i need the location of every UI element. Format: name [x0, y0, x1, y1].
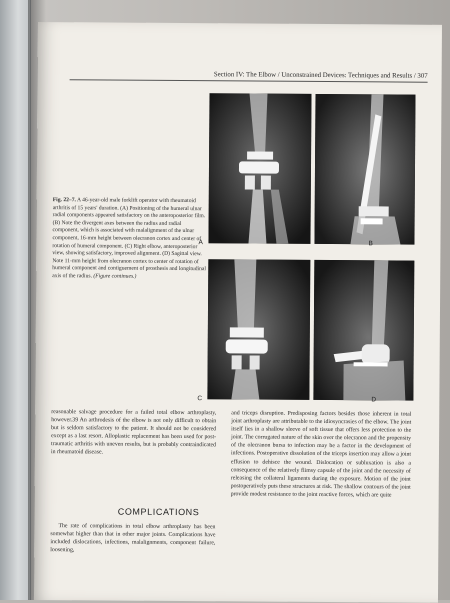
caption-text: A 46-year-old male forklift operator with rheumatoid arthritis of 15 years' duration. (A) Positioning of the humeral ulnar radial components appeared satisfactory on the anteroposterior film. (B) Note the divergent axes between the radius and radial component, which is associated with malalignment of the ulnar component, 16-mm height between olecranon cortex and center of rotation of humeral component. (C) Right elbow, anteroposterior view, showing satisfactory, improved alignment. (D) Sagittal view. Note 11-mm height from olecranon cortex to center of rotation of humeral component and contiguement of prosthesis and longitudinal axis of the radius. — [52, 197, 206, 280]
running-head: Section IV: The Elbow / Unconstrained Devices: Techniques and Results / 307 — [213, 71, 428, 80]
body-left-column-bottom — [50, 522, 215, 556]
section-heading: COMPLICATIONS — [117, 506, 200, 518]
xray-panel-a — [208, 93, 311, 244]
xray-d-image — [313, 260, 414, 404]
book-page — [34, 22, 442, 603]
xray-panel-d — [313, 260, 414, 404]
xray-c-image — [207, 259, 310, 400]
paragraph-salvage: reasonable salvage procedure for a failed total elbow arthroplasty, however.39 An arthrodesis of the elbow is not only difficult to obtain but is seldom satisfactory to the patient. It should not be considered except as a last resort. Alloplastic replacement has been used for post-traumatic arthritis with uneven results, but is probably contraindicated in rheumatoid disease. — [50, 409, 217, 456]
paragraph-predisposing: and triceps disruption. Predisposing factors besides those inherent in total joint arthroplasty are attributable to the idiosyncrasies of the elbow. The joint itself lies in a shallow sleeve of soft tissue that offers less protection to the joint. The corrugated nature of the skin over the olecranon and the propensity of the olecranon bursa to infection may be a factor in the development of infections. Postoperative dissolution of the triceps insertion may allow a joint effusion to dehisce the wound. Dislocation or subluxation is also a consequence of the relatively flimsy capsule of the joint and the necessity of releasing the collateral ligaments during the exposure. Motion of the joint postoperatively puts these structures at risk. The shallow contours of the joint provide modest resistance to the joint reactive forces, which are quite — [230, 410, 412, 499]
panel-label-d: D — [371, 396, 377, 404]
body-right-column — [231, 409, 412, 499]
xray-a-image — [208, 93, 311, 244]
header-rule — [70, 79, 428, 82]
caption-continued: (Figure continues.) — [93, 273, 137, 280]
caption-lead: Fig. 22–7. — [52, 197, 76, 204]
xray-b-image — [314, 94, 415, 248]
xray-panel-c — [207, 259, 310, 400]
panel-label-b: B — [368, 240, 373, 248]
paragraph-complications: The rate of complications in total elbow arthroplasty has been somewhat higher than that in other major joints. Complications have included dislocations, infections, malalignments, component failure, loosening, — [50, 523, 216, 554]
facing-page-edge — [0, 0, 31, 600]
panel-label-a: A — [198, 239, 203, 247]
body-left-column-top — [51, 408, 216, 458]
panel-label-c: C — [197, 395, 203, 403]
figure-caption — [52, 197, 208, 282]
xray-panel-b — [314, 94, 415, 248]
